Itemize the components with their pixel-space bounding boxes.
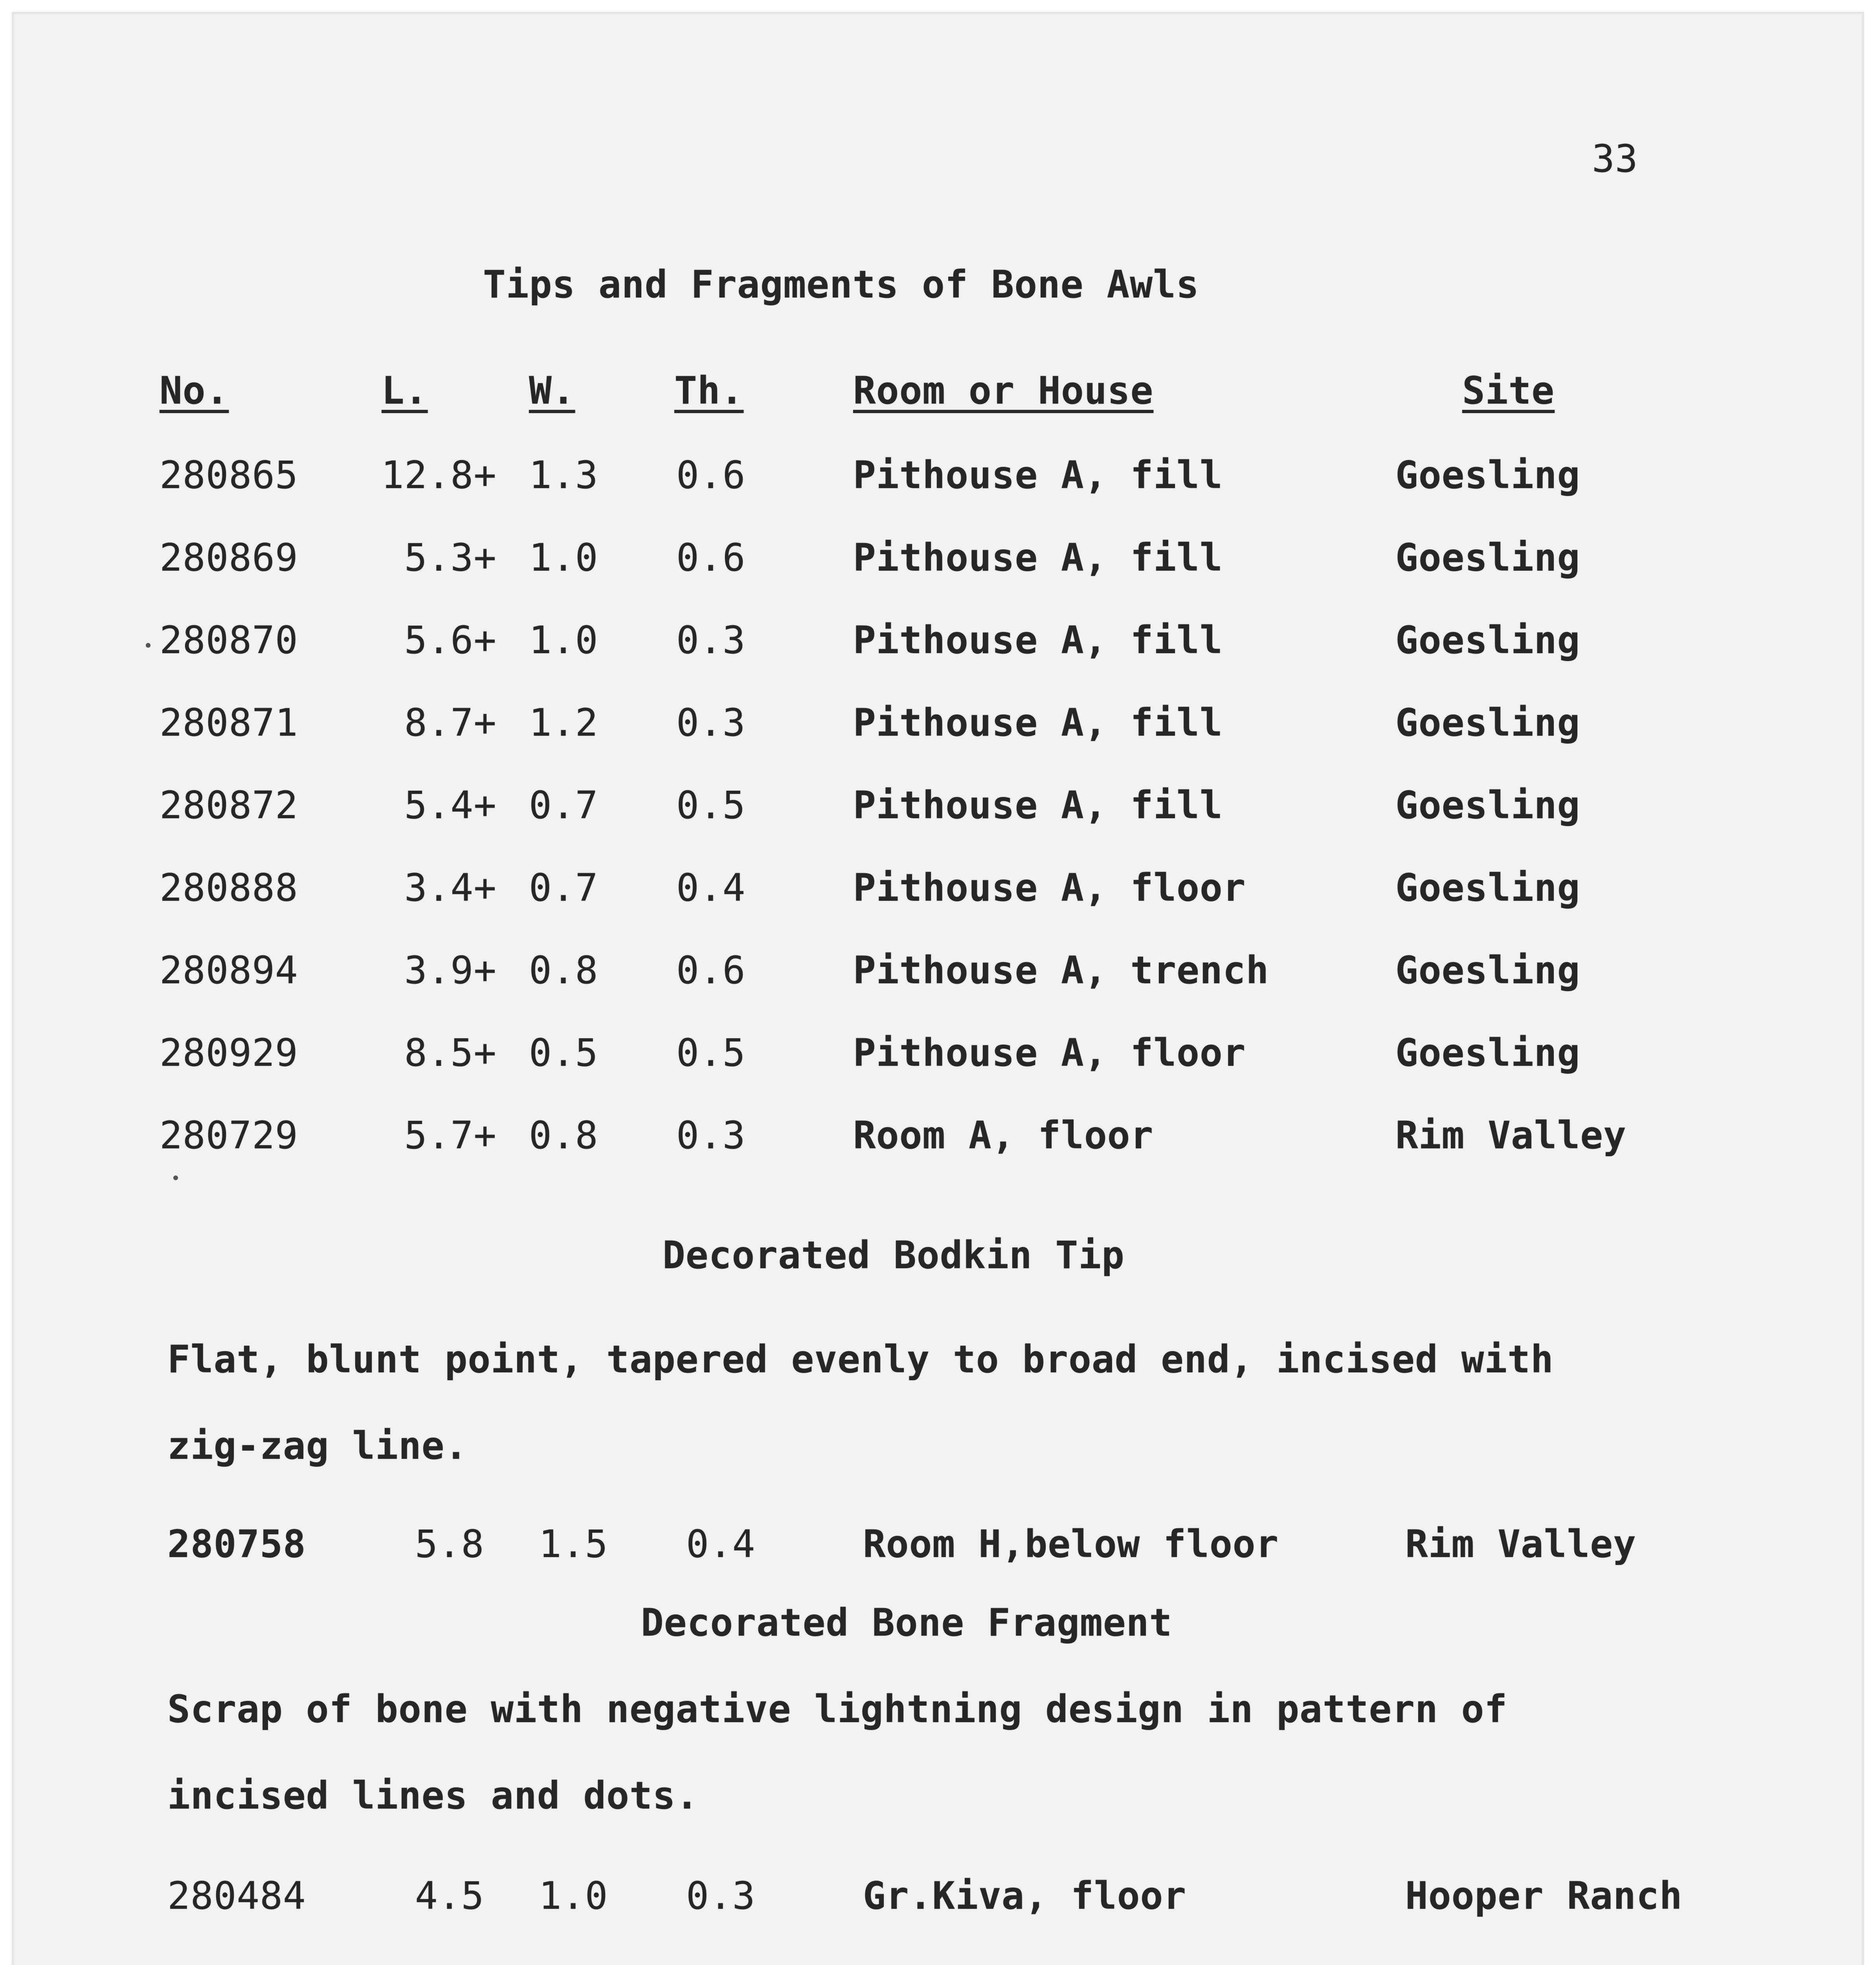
- cell-no: 280872: [160, 783, 298, 827]
- cell-thickness: 0.4: [676, 866, 746, 910]
- cell-width: 0.8: [529, 1113, 598, 1157]
- cell-width: 0.8: [529, 948, 598, 992]
- header-no: No.: [160, 369, 229, 413]
- cell-no: 280870: [160, 618, 298, 662]
- cell-length: 5.8: [415, 1522, 485, 1566]
- cell-site: Hooper Ranch: [1405, 1874, 1683, 1918]
- cell-room: Room A, floor: [853, 1113, 1154, 1157]
- cell-width: 0.7: [529, 783, 598, 827]
- cell-site: Goesling: [1395, 1031, 1580, 1075]
- cell-thickness: 0.3: [676, 1113, 746, 1157]
- cell-width: 0.7: [529, 866, 598, 910]
- cell-no: 280929: [160, 1031, 298, 1075]
- header-site: Site: [1462, 369, 1555, 413]
- cell-site: Goesling: [1395, 701, 1580, 745]
- cell-width: 1.2: [529, 701, 598, 745]
- cell-room: Pithouse A, floor: [853, 866, 1246, 910]
- cell-length: 5.6+: [404, 618, 497, 662]
- cell-length: 12.8+: [381, 453, 497, 497]
- cell-thickness: 0.3: [686, 1874, 756, 1918]
- cell-length: 5.4+: [404, 783, 497, 827]
- cell-site: Goesling: [1395, 536, 1580, 580]
- cell-thickness: 0.3: [676, 618, 746, 662]
- fragment-section-title: Decorated Bone Fragment: [641, 1601, 1173, 1645]
- cell-no: 280871: [160, 701, 298, 745]
- cell-site: Rim Valley: [1395, 1113, 1626, 1157]
- cell-length: 8.5+: [404, 1031, 497, 1075]
- cell-width: 1.3: [529, 453, 598, 497]
- cell-width: 1.5: [539, 1522, 608, 1566]
- cell-room: Pithouse A, fill: [853, 701, 1223, 745]
- cell-thickness: 0.5: [676, 1031, 746, 1075]
- cell-no: 280888: [160, 866, 298, 910]
- cell-room: Pithouse A, fill: [853, 453, 1223, 497]
- cell-room: Pithouse A, fill: [853, 618, 1223, 662]
- cell-site: Goesling: [1395, 783, 1580, 827]
- awls-section-title: Tips and Fragments of Bone Awls: [483, 263, 1199, 307]
- cell-thickness: 0.6: [676, 453, 746, 497]
- cell-width: 0.5: [529, 1031, 598, 1075]
- cell-site: Rim Valley: [1405, 1522, 1636, 1566]
- cell-site: Goesling: [1395, 453, 1580, 497]
- cell-site: Goesling: [1395, 618, 1580, 662]
- cell-site: Goesling: [1395, 948, 1580, 992]
- fragment-description-line-2: incised lines and dots.: [167, 1774, 699, 1818]
- cell-no: 280865: [160, 453, 298, 497]
- cell-room: Pithouse A, fill: [853, 536, 1223, 580]
- cell-width: 1.0: [529, 536, 598, 580]
- cell-width: 1.0: [529, 618, 598, 662]
- header-length: L.: [382, 369, 428, 413]
- speck: [146, 643, 151, 648]
- bodkin-section-title: Decorated Bodkin Tip: [663, 1233, 1125, 1277]
- speck: [173, 1175, 178, 1180]
- cell-thickness: 0.4: [686, 1522, 756, 1566]
- bodkin-description-line-2: zig-zag line.: [167, 1424, 468, 1468]
- cell-length: 5.3+: [404, 536, 497, 580]
- cell-thickness: 0.3: [676, 701, 746, 745]
- cell-no: 280758: [167, 1522, 306, 1566]
- cell-no: 280869: [160, 536, 298, 580]
- cell-no: 280894: [160, 948, 298, 992]
- header-room-or-house: Room or House: [853, 369, 1154, 413]
- document-page: [12, 12, 1864, 1965]
- bodkin-description-line-1: Flat, blunt point, tapered evenly to broad end, incised with: [167, 1337, 1554, 1381]
- cell-length: 5.7+: [404, 1113, 497, 1157]
- header-thickness: Th.: [674, 369, 744, 413]
- cell-thickness: 0.6: [676, 536, 746, 580]
- cell-length: 8.7+: [404, 701, 497, 745]
- cell-room: Gr.Kiva, floor: [863, 1874, 1187, 1918]
- cell-room: Room H,below floor: [863, 1522, 1279, 1566]
- cell-thickness: 0.6: [676, 948, 746, 992]
- cell-length: 3.4+: [404, 866, 497, 910]
- page-number: 33: [1592, 137, 1638, 181]
- cell-length: 3.9+: [404, 948, 497, 992]
- cell-thickness: 0.5: [676, 783, 746, 827]
- cell-site: Goesling: [1395, 866, 1580, 910]
- cell-width: 1.0: [539, 1874, 608, 1918]
- cell-room: Pithouse A, fill: [853, 783, 1223, 827]
- fragment-description-line-1: Scrap of bone with negative lightning design in pattern of: [167, 1687, 1508, 1731]
- cell-room: Pithouse A, floor: [853, 1031, 1246, 1075]
- cell-room: Pithouse A, trench: [853, 948, 1269, 992]
- cell-length: 4.5: [415, 1874, 485, 1918]
- cell-no: 280729: [160, 1113, 298, 1157]
- header-width: W.: [529, 369, 575, 413]
- cell-no: 280484: [167, 1874, 306, 1918]
